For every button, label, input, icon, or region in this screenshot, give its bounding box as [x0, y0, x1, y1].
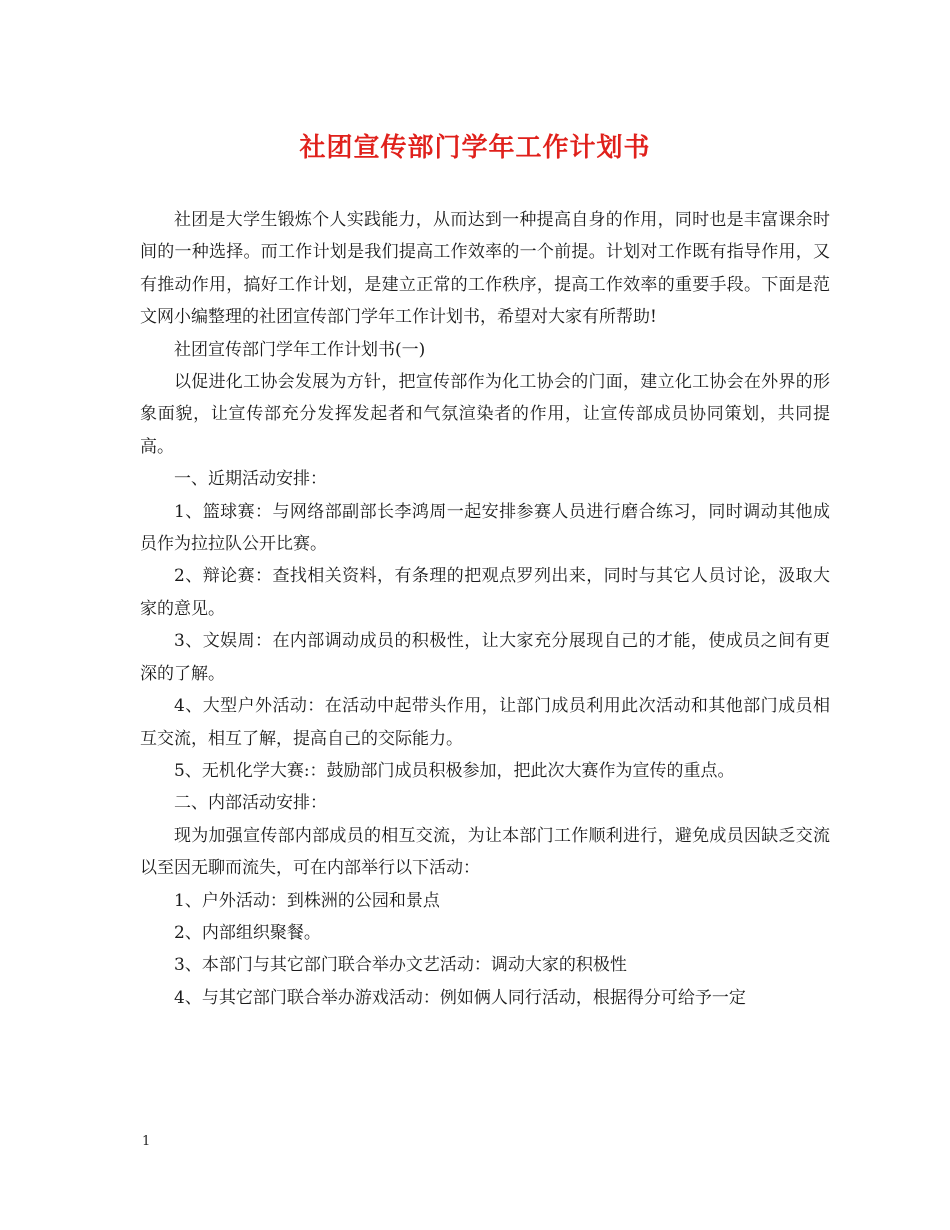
- paragraph-recent-activities-heading: 一、近期活动安排：: [174, 469, 327, 490]
- paragraph-basketball: 1、篮球赛：与网络部副部长李鸿周一起安排参赛人员进行磨合练习，同时调动其他成员作为拉拉队公开比赛。: [140, 501, 830, 555]
- paragraph-internal-intro: 现为加强宣传部内部成员的相互交流，为让本部门工作顺利进行，避免成员因缺乏交流以至因无聊而流失，可在内部举行以下活动：: [140, 825, 830, 879]
- document-body: [140, 204, 830, 1014]
- page-number: 1: [142, 1134, 151, 1149]
- paragraph-policy: 以促进化工协会发展为方针，把宣传部作为化工协会的门面，建立化工协会在外界的形象面貌，让宣传部充分发挥发起者和气氛渲染者的作用，让宣传部成员协同策划，共同提高。: [140, 372, 830, 457]
- paragraph-section-heading: 社团宣传部门学年工作计划书(一): [174, 339, 426, 360]
- paragraph-outing: 1、户外活动：到株洲的公园和景点: [174, 890, 440, 911]
- paragraph-internal-activities-heading: 二、内部活动安排：: [174, 793, 327, 814]
- paragraph-culture-week: 3、文娱周：在内部调动成员的积极性，让大家充分展现自己的才能，使成员之间有更深的了解。: [140, 631, 830, 684]
- paragraph-games-event: 4、与其它部门联合举办游戏活动：例如俩人同行活动，根据得分可给予一定: [174, 987, 746, 1008]
- paragraph-outdoor-event: 4、大型户外活动：在活动中起带头作用，让部门成员利用此次活动和其他部门成员相互交流，相互了解，提高自己的交际能力。: [140, 696, 830, 749]
- paragraph-debate: 2、辩论赛：查找相关资料，有条理的把观点罗列出来，同时与其它人员讨论，汲取大家的意见。: [140, 566, 830, 619]
- document-title: 社团宣传部门学年工作计划书: [299, 133, 651, 163]
- paragraph-dinner: 2、内部组织聚餐。: [174, 922, 321, 943]
- paragraph-chemistry-contest: 5、无机化学大赛:：鼓励部门成员积极参加，把此次大赛作为宣传的重点。: [174, 760, 735, 781]
- paragraph-arts-event: 3、本部门与其它部门联合举办文艺活动：调动大家的积极性: [174, 955, 627, 976]
- paragraph-intro: 社团是大学生锻炼个人实践能力，从而达到一种提高自身的作用，同时也是丰富课余时间的一种选择。而工作计划是我们提高工作效率的一个前提。计划对工作既有指导作用，又有推动作用，搞好工作计划，是建立正常的工作秩序，提高工作效率的重要手段。下面是范文网小编整理的社团宣传部门学年工作计划书，希望对大家有所帮助!: [140, 210, 830, 328]
